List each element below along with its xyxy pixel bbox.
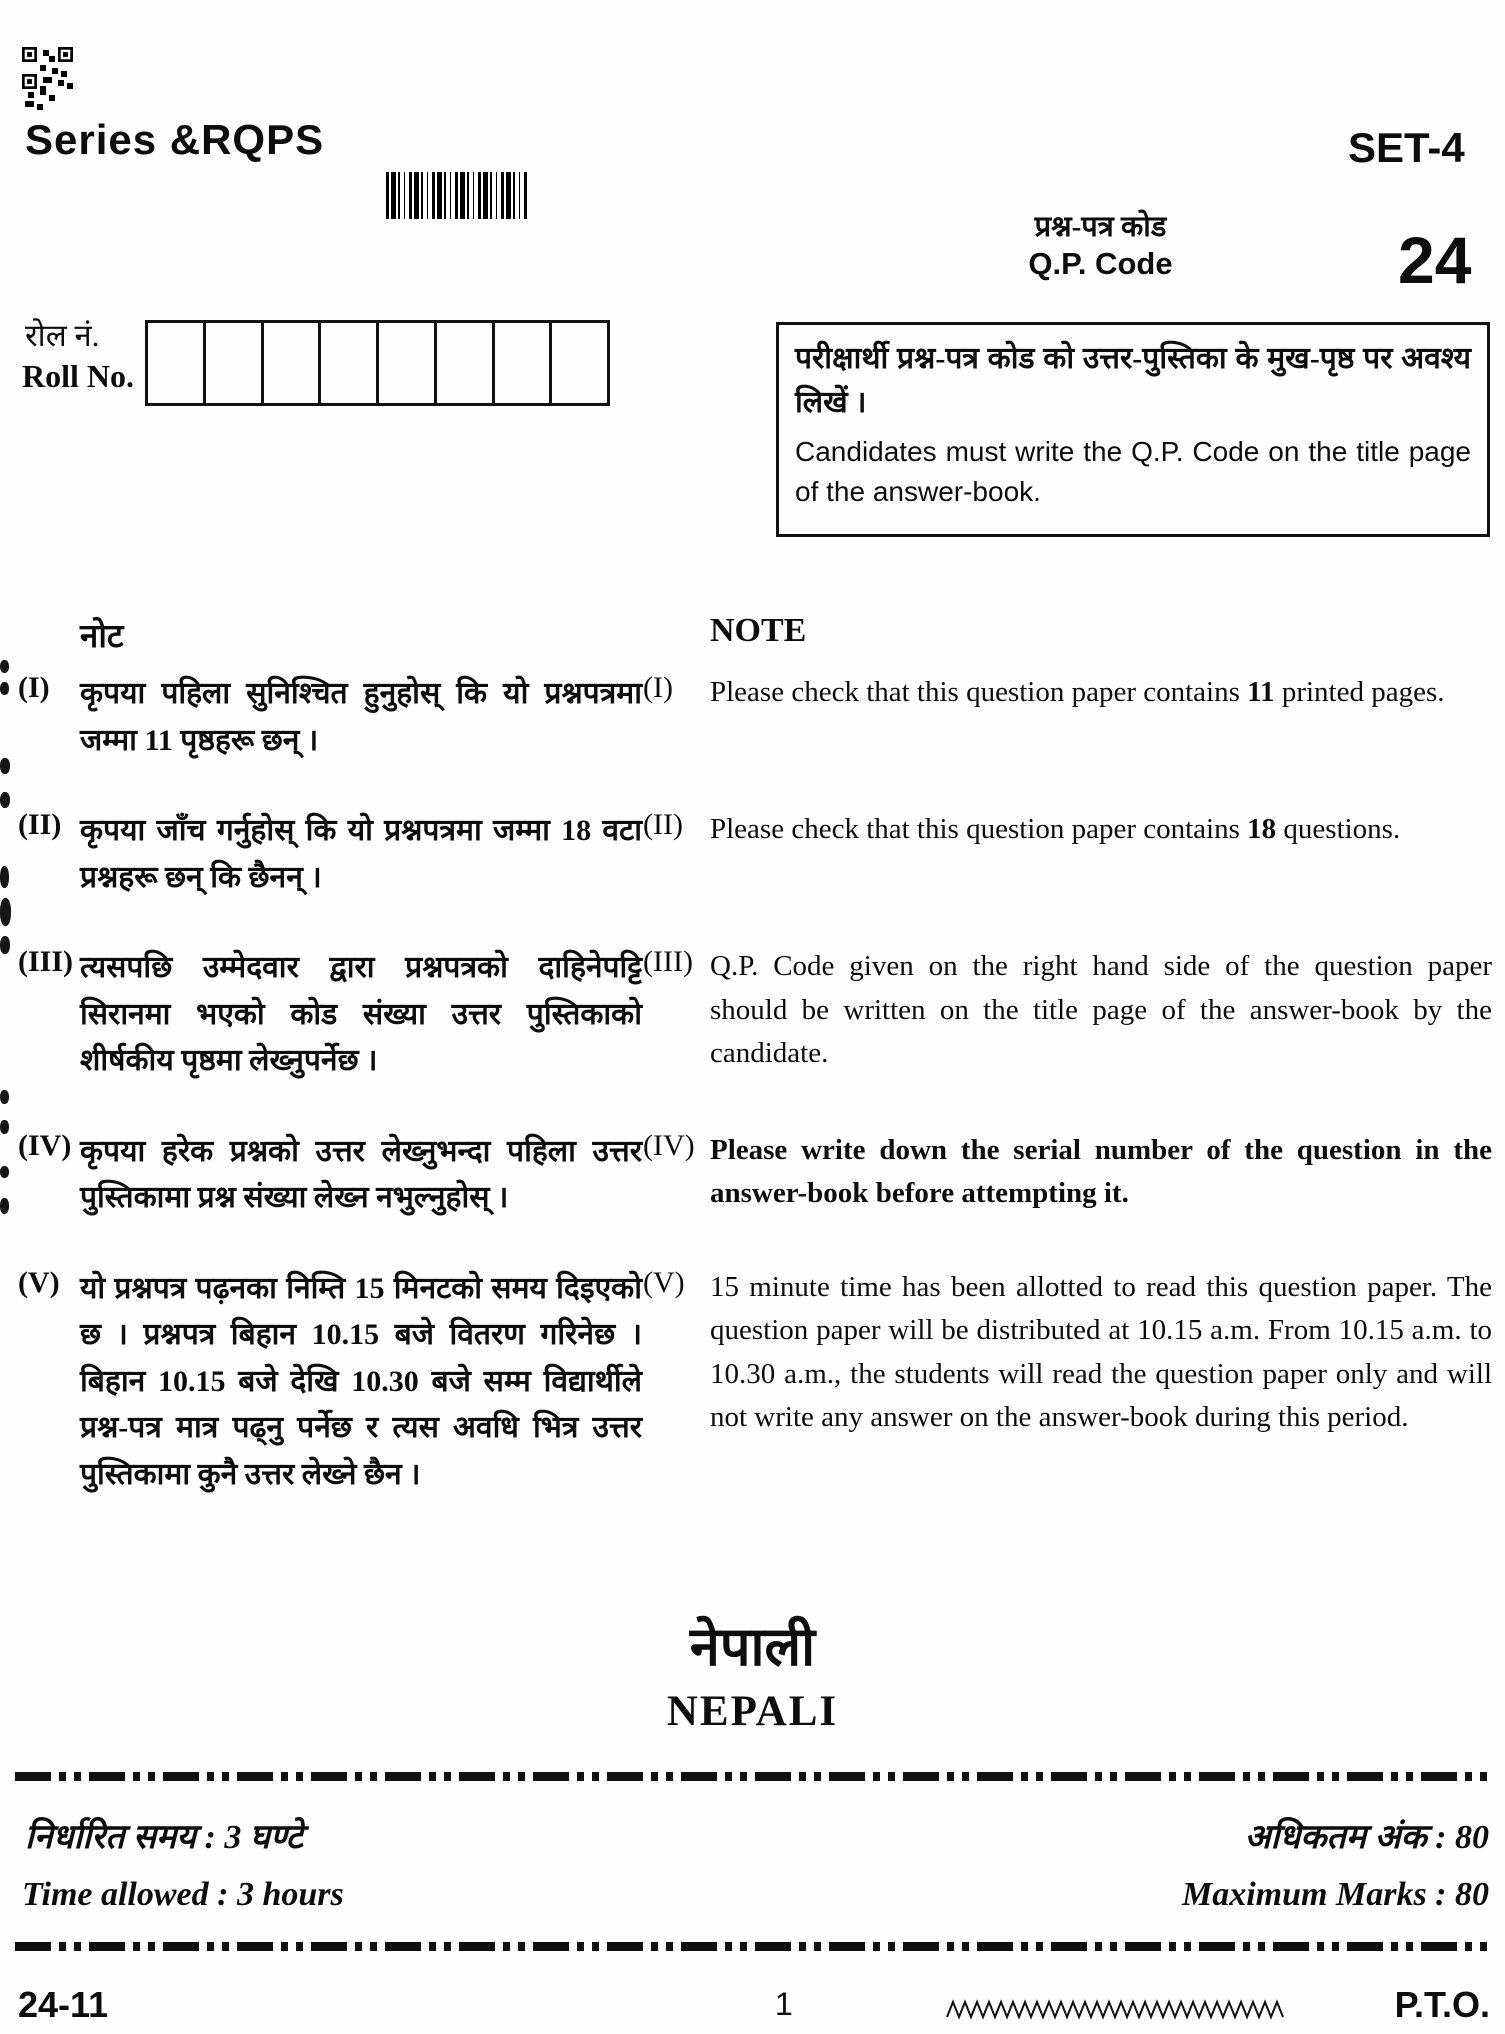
note-text-en: 15 minute time has been allotted to read this question paper. The question paper will be distributed at 10.15 a.m. From 10.15 a.m. to 10.30 a.m., the students will read the question paper only and will not write any answer on the answer-book during this period. [710, 1270, 1492, 1433]
note-text-en: Please check that this question paper contains 11 printed pages. [710, 676, 1445, 708]
paper-code-footer: 24-11 [18, 1984, 109, 2025]
subject-title-np: नेपाली [689, 1617, 816, 1677]
qp-code-notice-box [776, 322, 1490, 537]
scan-artifact [0, 660, 9, 673]
scan-artifact [0, 792, 10, 808]
qr-code [22, 46, 76, 114]
qp-code-value: 24 [1398, 223, 1472, 297]
pto-label: P.T.O. [1394, 1984, 1490, 2025]
scan-artifact [0, 1120, 9, 1134]
notes-headings [18, 612, 1492, 657]
note-text-np: कृपया पहिला सुनिश्चित हुनुहोस् कि यो प्रश्नपत्रमा जम्मा 11 पृष्ठहरू छन् । [80, 677, 642, 757]
scan-artifact [0, 898, 11, 926]
scan-artifact [0, 1198, 9, 1214]
note-text-np: कृपया जाँच गर्नुहोस् कि यो प्रश्नपत्रमा जम्मा 18 वटा प्रश्नहरू छन् कि छैनन् । [80, 814, 642, 894]
maximum-marks-np: अधिकतम अंक : 80 [1244, 1819, 1489, 1856]
notice-text-hindi: परीक्षार्थी प्रश्न-पत्र कोड को उत्तर-पुस्तिका के मुख-पृष्ठ पर अवश्य लिखें । [795, 342, 1471, 419]
roll-digit-box[interactable] [318, 323, 376, 403]
note-number: (III) [18, 945, 74, 978]
note-4-np [18, 1129, 643, 1222]
barcode [386, 172, 528, 219]
divider-dash-dot-bottom [15, 1942, 1492, 1951]
note-number: (II) [643, 808, 683, 841]
divider-dash-dot-top [15, 1772, 1492, 1781]
roll-number-grid[interactable] [145, 320, 610, 406]
qp-code-block [1008, 210, 1193, 282]
note-text-np: कृपया हरेक प्रश्नको उत्तर लेख्नुभन्दा पहिला उत्तर पुस्तिकामा प्रश्न संख्या लेख्न नभुल्नुहोस् । [80, 1134, 642, 1214]
note-text-en: Q.P. Code given on the right hand side of the question paper should be written on the title page of the answer-book by the candidate. [710, 950, 1492, 1069]
page-number: 1 [775, 1986, 793, 2022]
note-2-np [18, 808, 643, 901]
time-allowed-np: निर्धारित समय : 3 घण्टे [25, 1819, 303, 1856]
note-item-5 [18, 1266, 1492, 1499]
notice-text-english: Candidates must write the Q.P. Code on the title page of the answer-book. [795, 436, 1471, 507]
maximum-marks-en: Maximum Marks : 80 [1182, 1876, 1489, 1913]
subject-title-en: NEPALI [666, 1688, 839, 1736]
roll-digit-box[interactable] [203, 323, 261, 403]
note-item-4 [18, 1129, 1492, 1222]
roll-digit-box[interactable] [148, 323, 203, 403]
note-item-1 [18, 671, 1492, 764]
qp-code-label-en: Q.P. Code [1028, 245, 1173, 281]
scan-artifact [0, 1166, 9, 1178]
roll-digit-box[interactable] [549, 323, 607, 403]
note-item-3 [18, 945, 1492, 1085]
note-number: (III) [643, 945, 693, 978]
note-1-en [643, 671, 1492, 715]
notes-section [18, 598, 1492, 1498]
note-text-np: त्यसपछि उम्मेदवार द्वारा प्रश्नपत्रको दाहिनेपट्टि सिरानमा भएको कोड संख्या उत्तर पुस्तिकाको शीर्षकीय पृष्ठमा लेख्नुपर्नेछ । [80, 951, 642, 1077]
roll-digit-box[interactable] [261, 323, 319, 403]
note-1-np [18, 671, 643, 764]
qp-code-label-np: प्रश्न-पत्र कोड [1034, 211, 1167, 243]
notes-heading-en: NOTE [710, 612, 807, 649]
squiggle-decoration [945, 1996, 1293, 2022]
note-number: (V) [18, 1265, 60, 1299]
note-number: (V) [643, 1265, 685, 1299]
note-text-en: Please check that this question paper contains 18 questions. [710, 813, 1401, 845]
roll-no-label-np: रोल नं. [25, 318, 100, 353]
note-2-en [643, 808, 1492, 852]
scan-artifact [0, 682, 9, 695]
scan-artifact [0, 1090, 9, 1104]
note-number: (IV) [643, 1128, 695, 1162]
time-allowed-en: Time allowed : 3 hours [22, 1876, 344, 1913]
set-label: SET-4 [1348, 124, 1465, 171]
subject-title-block [0, 1618, 1505, 1736]
note-text-en: Please write down the serial number of the question in the answer-book before attempting it. [710, 1133, 1492, 1209]
note-text-np: यो प्रश्नपत्र पढ़नका निम्ति 15 मिनटको समय दिइएको छ । प्रश्नपत्र बिहान 10.15 बजे वितरण गरिनेछ । बिहान 10.15 बजे देखि 10.30 बजे सम्म विद्यार्थीले प्रश्न-पत्र मात्र पढ्नु पर्नेछ र त्यस अवधि भित्र उत्तर पुस्तिकामा कुनै उत्तर लेख्ने छैन । [80, 1271, 642, 1491]
roll-digit-box[interactable] [434, 323, 492, 403]
note-item-2 [18, 808, 1492, 901]
note-3-np [18, 945, 643, 1085]
note-3-en [643, 945, 1492, 1076]
note-number: (I) [643, 671, 673, 704]
notes-heading-np: नोट [80, 619, 124, 655]
note-5-en [643, 1266, 1492, 1440]
series-label: Series &RQPS [25, 116, 325, 163]
scan-artifact [0, 866, 9, 888]
scan-artifact [0, 936, 10, 954]
note-4-en [643, 1129, 1492, 1216]
note-number: (II) [18, 808, 62, 841]
roll-digit-box[interactable] [492, 323, 550, 403]
roll-digit-box[interactable] [376, 323, 434, 403]
note-number: (I) [18, 671, 50, 704]
scan-artifact [0, 758, 10, 774]
roll-no-label-en: Roll No. [22, 358, 134, 394]
note-5-np [18, 1266, 643, 1499]
note-number: (IV) [18, 1128, 72, 1162]
